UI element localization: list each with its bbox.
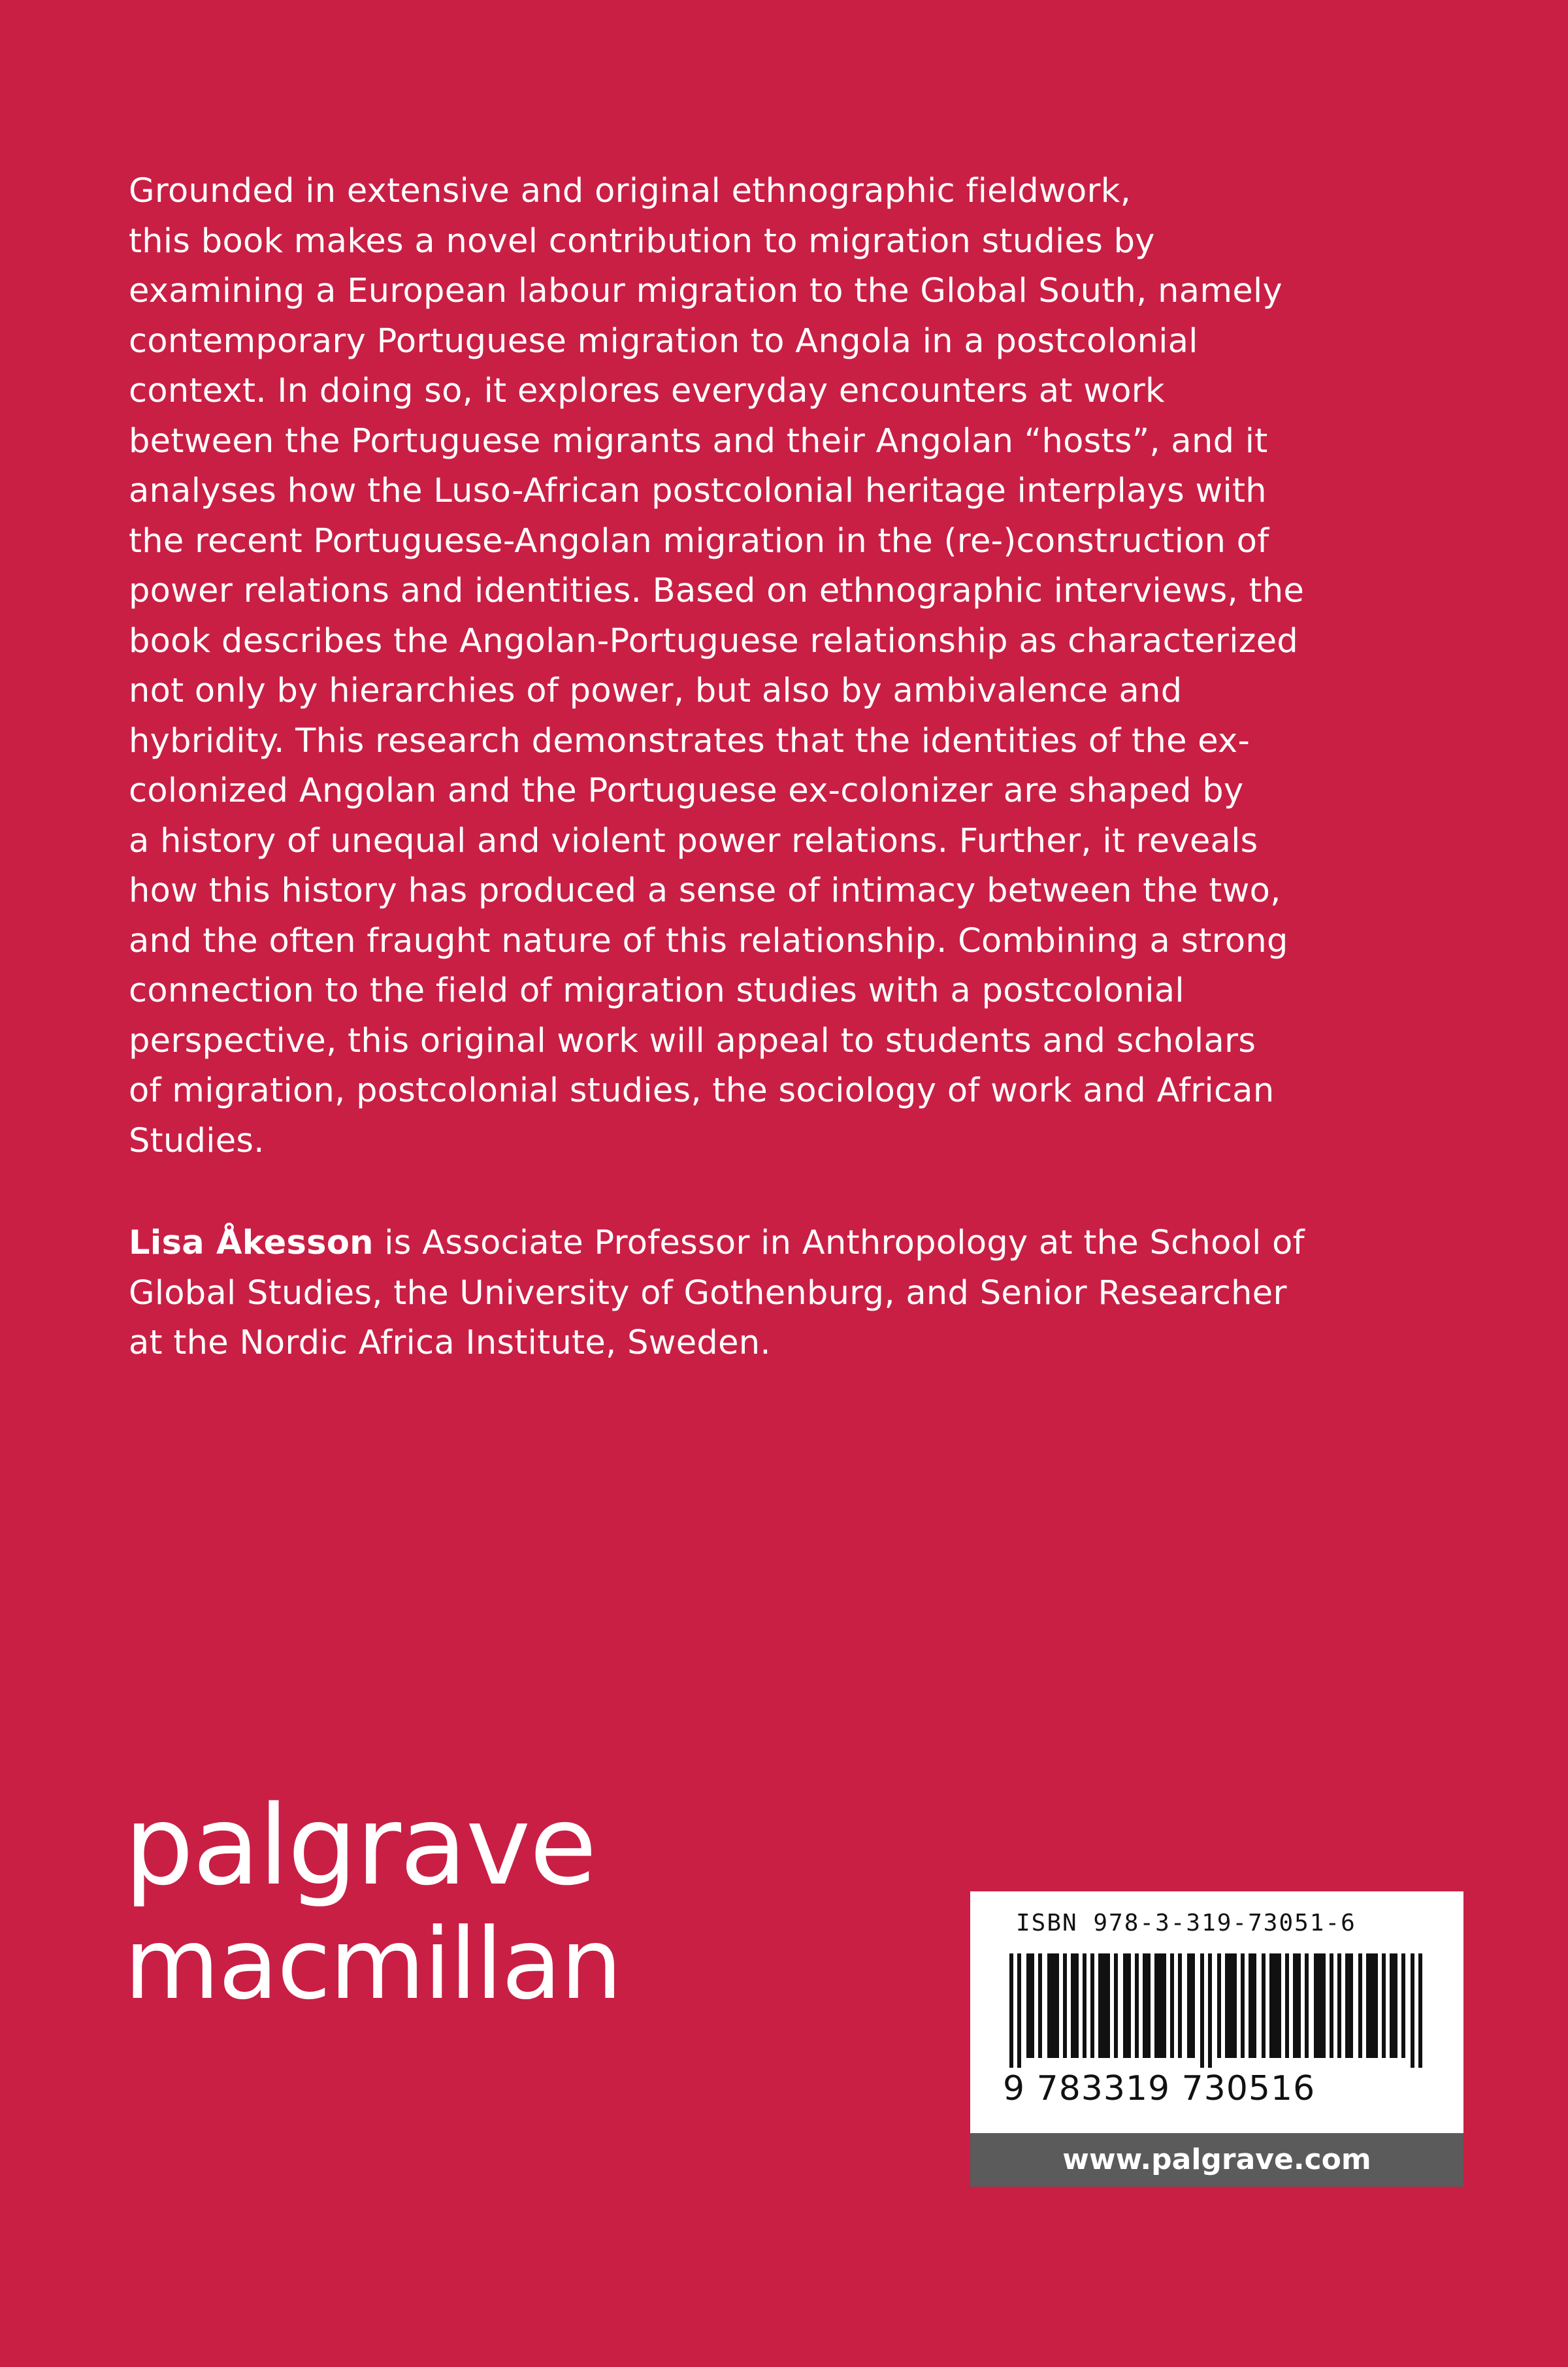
description-line: the recent Portuguese-Angolan migration in the (re-)construction of	[129, 521, 1269, 561]
barcode-icon	[1009, 1953, 1428, 2068]
description-line: context. In doing so, it explores everyday encounters at work	[129, 372, 1165, 410]
description-line: between the Portuguese migrants and their Angolan “hosts”, and it	[129, 421, 1268, 461]
description-line: and the often fraught nature of this relationship. Combining a strong	[129, 921, 1288, 960]
description-line: Grounded in extensive and original ethnographic fieldwork,	[129, 172, 1132, 210]
description-line: power relations and identities. Based on ethnographic interviews, the	[129, 572, 1305, 610]
description-line: analyses how the Luso-African postcolonial heritage interplays with	[129, 472, 1267, 510]
description-line: this book makes a novel contribution to migration studies by	[129, 221, 1155, 261]
description-line: a history of unequal and violent power relations. Further, it reveals	[129, 821, 1258, 860]
description-line: examining a European labour migration to the Global South, namely	[129, 272, 1282, 310]
description-line: colonized Angolan and the Portuguese ex-colonizer are shaped by	[129, 772, 1244, 810]
description-line: not only by hierarchies of power, but also by ambivalence and	[129, 672, 1183, 710]
isbn-label: ISBN 978-3-319-73051-6	[1016, 1910, 1356, 1936]
publisher-logo-line2: macmillan	[124, 1908, 621, 2021]
barcode-panel	[970, 1891, 1463, 2166]
bio-text: is Associate Professor in Anthropology at the School of	[373, 1224, 1305, 1262]
bio-line: Global Studies, the University of Gothenburg, and Senior Researcher	[129, 1273, 1287, 1313]
description-line: how this history has produced a sense of intimacy between the two,	[129, 872, 1281, 910]
description-line: perspective, this original work will appeal to students and scholars	[129, 1021, 1256, 1060]
author-bio	[129, 1218, 1488, 1369]
description-line: of migration, postcolonial studies, the sociology of work and African	[129, 1071, 1275, 1110]
publisher-logo-line1: palgrave	[124, 1782, 596, 1910]
barcode-digits: 9 783319 730516	[1003, 2069, 1316, 2108]
description-line: contemporary Portuguese migration to Angola in a postcolonial	[129, 321, 1198, 361]
book-description	[129, 167, 1488, 1166]
bio-line: at the Nordic Africa Institute, Sweden.	[129, 1324, 771, 1362]
description-line: hybridity. This research demonstrates that the identities of the ex-	[129, 721, 1250, 760]
description-line: Studies.	[129, 1121, 265, 1160]
description-line: book describes the Angolan-Portuguese relationship as characterized	[129, 621, 1299, 661]
publisher-logo	[124, 1782, 621, 2021]
author-name: Lisa Åkesson	[129, 1224, 374, 1262]
bio-line	[129, 1218, 1488, 1269]
description-line: connection to the field of migration studies with a postcolonial	[129, 971, 1184, 1010]
publisher-url[interactable]: www.palgrave.com	[970, 2133, 1463, 2187]
